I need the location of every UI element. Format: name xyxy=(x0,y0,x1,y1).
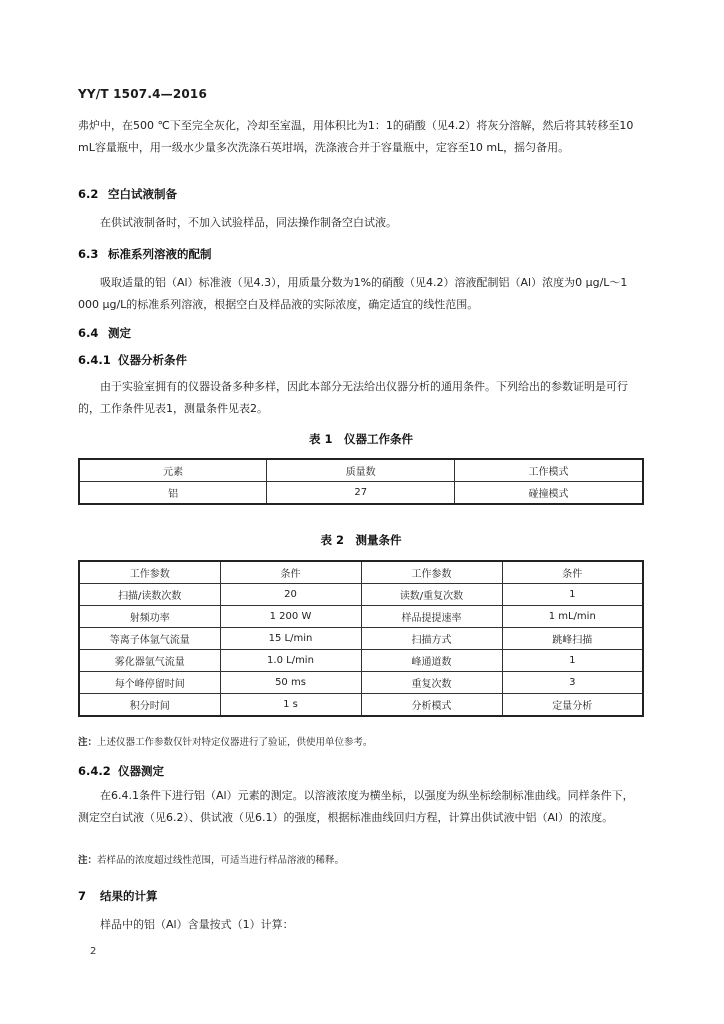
table-cell: 1 xyxy=(502,650,643,672)
table-cell: 雾化器氩气流量 xyxy=(79,650,220,672)
section-7-text: 样品中的铝（Al）含量按式（1）计算： xyxy=(100,918,294,931)
table-row xyxy=(79,606,643,628)
section-title: 空白试液制备 xyxy=(108,187,177,201)
section-number: 6.4.2 xyxy=(78,764,111,778)
table-cell: 定量分析 xyxy=(502,694,643,717)
table-row xyxy=(79,672,643,694)
table-cell: 铝 xyxy=(79,482,267,505)
table-cell: 峰通道数 xyxy=(361,650,502,672)
section-6-2-text: 在供试液制备时，不加入试验样品，同法操作制备空白试液。 xyxy=(100,216,397,229)
table-header-row xyxy=(79,459,643,482)
note-label: 注： xyxy=(78,737,98,748)
section-6-3-text: 吸取适量的铝（Al）标准液（见4.3），用质量分数为1%的硝酸（见4.2）溶液配制铝（Al）浓度为0 μg/L～1 000 μg/L的标准系列溶液，根据空白及样品液的实际浓度，确定适宜的线性范围。 xyxy=(78,276,628,311)
table-cell: 等离子体氩气流量 xyxy=(79,628,220,650)
section-6-4-2-text: 在6.4.1条件下进行铝（Al）元素的测定。以溶液浓度为横坐标，以强度为纵坐标绘制标准曲线。同样条件下，测定空白试液（见6.2）、供试液（见6.1）的强度，根据标准曲线回归方程，计算出供试液中铝（Al）的浓度。 xyxy=(78,789,634,824)
table-1-caption: 表 1 仪器工作条件 xyxy=(308,432,413,446)
standard-header: YY/T 1507.4—2016 xyxy=(78,87,208,101)
section-6-4-1-heading xyxy=(78,352,187,368)
table-1 xyxy=(78,458,644,505)
section-6-4-heading xyxy=(78,325,131,341)
table-cell: 1 s xyxy=(220,694,361,717)
header-cell: 工作参数 xyxy=(79,561,220,584)
section-number: 6.4.1 xyxy=(78,353,111,367)
table-cell: 射频功率 xyxy=(79,606,220,628)
table-cell: 样品提提速率 xyxy=(361,606,502,628)
table-cell: 1.0 L/min xyxy=(220,650,361,672)
table-cell: 每个峰停留时间 xyxy=(79,672,220,694)
header-cell: 条件 xyxy=(220,561,361,584)
measurement-note xyxy=(78,852,644,866)
table-cell: 27 xyxy=(267,482,455,505)
section-6-4-2-heading xyxy=(78,763,164,779)
header-cell: 质量数 xyxy=(267,459,455,482)
table-2-caption: 表 2 测量条件 xyxy=(320,533,402,547)
table-cell: 重复次数 xyxy=(361,672,502,694)
note-text: 上述仪器工作参数仅针对特定仪器进行了验证，供使用单位参考。 xyxy=(97,737,373,748)
section-number: 6.2 xyxy=(78,187,99,201)
section-number: 6.3 xyxy=(78,247,99,261)
table-cell: 1 mL/min xyxy=(502,606,643,628)
header-cell: 元素 xyxy=(79,459,267,482)
table-row xyxy=(79,584,643,606)
table-cell: 1 200 W xyxy=(220,606,361,628)
header-cell: 工作模式 xyxy=(455,459,643,482)
table-2 xyxy=(78,560,644,717)
section-number: 7 xyxy=(78,889,87,903)
section-title: 标准系列溶液的配制 xyxy=(108,247,212,261)
table-cell: 15 L/min xyxy=(220,628,361,650)
table-row xyxy=(79,482,643,505)
section-6-3-heading xyxy=(78,246,212,262)
table-cell: 碰撞模式 xyxy=(455,482,643,505)
section-title: 仪器分析条件 xyxy=(118,353,187,367)
page-number: 2 xyxy=(90,946,97,957)
table-header-row xyxy=(79,561,643,584)
section-title: 结果的计算 xyxy=(100,889,158,903)
table-cell: 扫描方式 xyxy=(361,628,502,650)
table-cell: 1 xyxy=(502,584,643,606)
note-label: 注： xyxy=(78,855,98,866)
table-row xyxy=(79,650,643,672)
section-title: 仪器测定 xyxy=(118,764,164,778)
table-cell: 扫描/读数次数 xyxy=(79,584,220,606)
section-number: 6.4 xyxy=(78,326,99,340)
table-cell: 读数/重复次数 xyxy=(361,584,502,606)
section-6-4-1-text: 由于实验室拥有的仪器设备多种多样，因此本部分无法给出仪器分析的通用条件。下列给出的参数证明是可行的，工作条件见表1，测量条件见表2。 xyxy=(78,380,628,415)
section-7-heading xyxy=(78,888,158,904)
table-cell: 分析模式 xyxy=(361,694,502,717)
table-row xyxy=(79,628,643,650)
intro-paragraph: 弗炉中，在500 ℃下至完全灰化，冷却至室温，用体积比为1：1的硝酸（见4.2）将灰分溶解，然后将其转移至10 mL容量瓶中，用一级水少量多次洗涤石英坩埚，洗涤液合并于容量瓶中，定容至10 mL，摇匀备用。 xyxy=(78,119,634,154)
section-title: 测定 xyxy=(108,326,131,340)
header-cell: 条件 xyxy=(502,561,643,584)
section-6-2-heading xyxy=(78,186,177,202)
table-cell: 跳峰扫描 xyxy=(502,628,643,650)
table-cell: 20 xyxy=(220,584,361,606)
table-cell: 50 ms xyxy=(220,672,361,694)
header-cell: 工作参数 xyxy=(361,561,502,584)
table-cell: 3 xyxy=(502,672,643,694)
table-cell: 积分时间 xyxy=(79,694,220,717)
table-row xyxy=(79,694,643,717)
note-text: 若样品的浓度超过线性范围，可适当进行样品溶液的稀释。 xyxy=(97,855,345,866)
table-note xyxy=(78,734,644,748)
